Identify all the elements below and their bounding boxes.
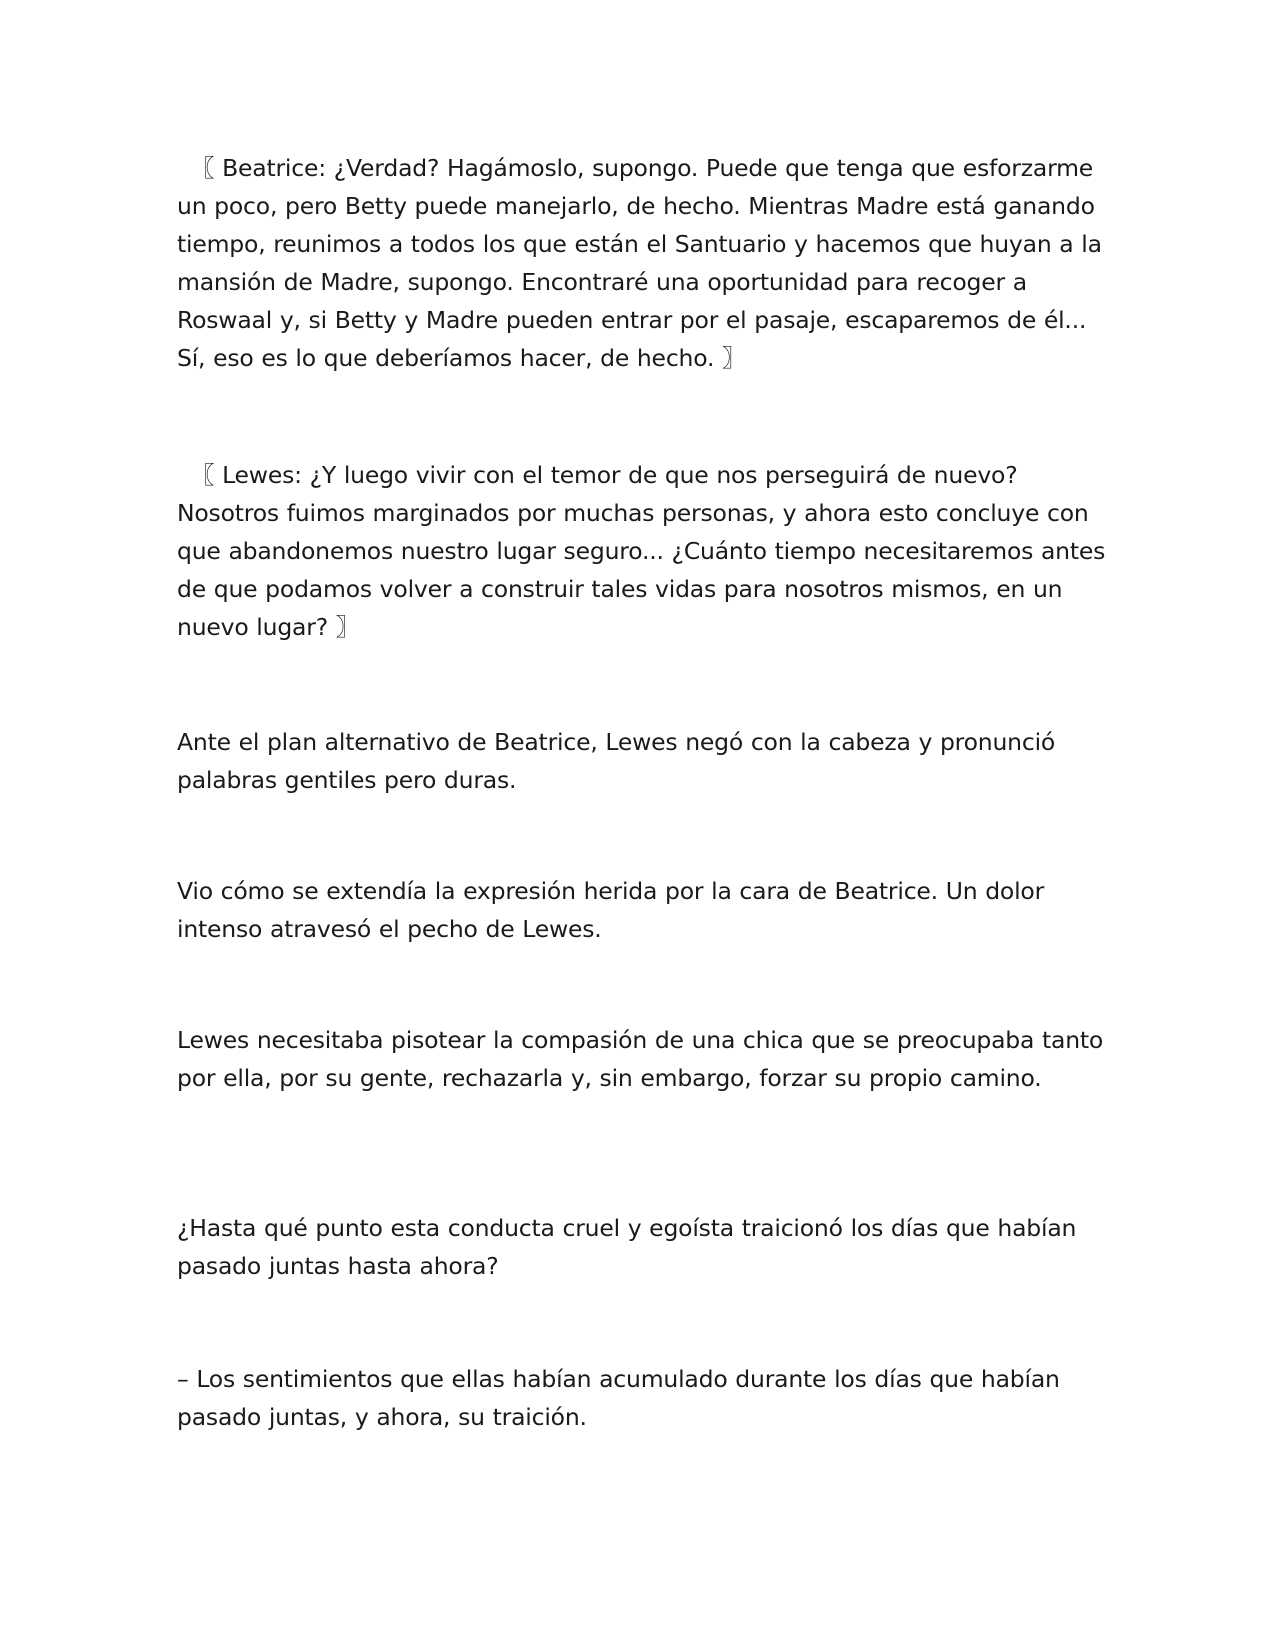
paragraph-narration-4: ¿Hasta qué punto esta conducta cruel y egoísta traicionó los días que habían pasado juntas hasta ahora? bbox=[177, 1214, 1077, 1280]
paragraph-narration-1: Ante el plan alternativo de Beatrice, Lewes negó con la cabeza y pronunció palabras gentiles pero duras. bbox=[177, 728, 1056, 794]
paragraph-narration-2: Vio cómo se extendía la expresión herida por la cara de Beatrice. Un dolor intenso atravesó el pecho de Lewes. bbox=[177, 877, 1045, 943]
paragraph-lewes-dialogue: 〖 Lewes: ¿Y luego vivir con el temor de que nos perseguirá de nuevo? Nosotros fuimos marginados por muchas personas, y ahora esto concluye con que abandonemos nuestro lugar seguro... ¿Cuánto tiempo necesitaremos antes de que podamos volver a construir tales vidas para nosotros mismos, en un nuevo lugar? 〗 bbox=[177, 461, 1106, 641]
paragraph-beatrice-dialogue: 〖 Beatrice: ¿Verdad? Hagámoslo, supongo. Puede que tenga que esforzarme un poco, pero Betty puede manejarlo, de hecho. Mientras Madre está ganando tiempo, reunimos a todos los que están el Santuario y hacemos que huyan a la mansión de Madre, supongo. Encontraré una oportunidad para recoger a Roswaal y, si Betty y Madre pueden entrar por el pasaje, escaparemos de él... Sí, eso es lo que deberíamos hacer, de hecho. 〗 bbox=[177, 154, 1102, 372]
paragraph-narration-3: Lewes necesitaba pisotear la compasión de una chica que se preocupaba tanto por ella, por su gente, rechazarla y, sin embargo, forzar su propio camino. bbox=[177, 1026, 1104, 1092]
paragraph-narration-5: – Los sentimientos que ellas habían acumulado durante los días que habían pasado juntas, y ahora, su traición. bbox=[177, 1365, 1060, 1431]
